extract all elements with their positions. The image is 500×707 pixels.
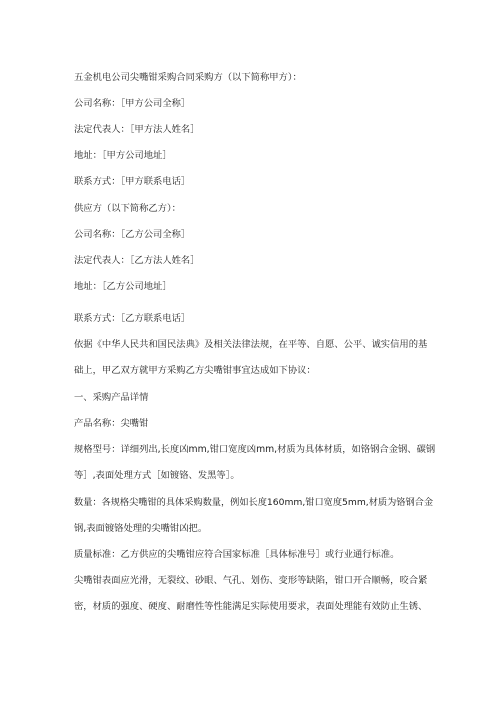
document-line: 五金机电公司尖嘴钳采购合同采购方（以下简称甲方）： [74, 72, 302, 83]
document-line: 依据《中华人民共和国民法典》及相关法律法规，在平等、自愿、公平、诚实信用的基 [74, 339, 428, 350]
document-line: 密，材质的强度、硬度、耐磨性等性能满足实际使用要求，表面处理能有效防止生锈、 [74, 601, 428, 612]
document-line: 法定代表人：［乙方法人姓名］ [74, 255, 200, 266]
document-line: 公司名称：［甲方公司全称］ [74, 98, 191, 109]
document-line: 一、采购产品详情 [74, 392, 149, 403]
document-line: 础上，甲乙双方就甲方采购乙方尖嘴钳事宜达成如下协议： [74, 365, 316, 376]
document-line: 数量：各规格尖嘴钳的具体采购数量，例如长度160mm,钳口宽度5mm,材质为铬钢合金 [74, 497, 434, 508]
document-line: 产品名称：尖嘴钳 [74, 418, 149, 429]
document-line: 质量标准：乙方供应的尖嘴钳应符合国家标准［具体标准号］或行业通行标准。 [74, 549, 400, 560]
document-line: 规格型号：详细列出,长度凶mm,钳口宽度凶mm,材质为具体材质，如铬钢合金钢、碳钢 [74, 444, 436, 455]
document-line: 地址：［甲方公司地址］ [74, 150, 172, 161]
document-line: 地址：［乙方公司地址］ [74, 281, 172, 292]
document-line: 尖嘴钳表面应光滑，无裂纹、砂眼、气孔、划伤、变形等缺陷，钳口开合顺畅，咬合紧 [74, 575, 428, 586]
document-line: 等］,表面处理方式［如镀铬、发黑等］。 [74, 470, 240, 481]
document-line: 公司名称：［乙方公司全称］ [74, 229, 191, 240]
document-line: 联系方式：［甲方联系电话］ [74, 176, 191, 187]
document-line: 钢,表面镀铬处理的尖嘴钳凶把。 [74, 523, 208, 534]
document-line: 法定代表人：［甲方法人姓名］ [74, 124, 200, 135]
document-line: 联系方式：［乙方联系电话］ [74, 313, 191, 324]
document-line: 供应方（以下简称乙方）： [74, 203, 181, 214]
